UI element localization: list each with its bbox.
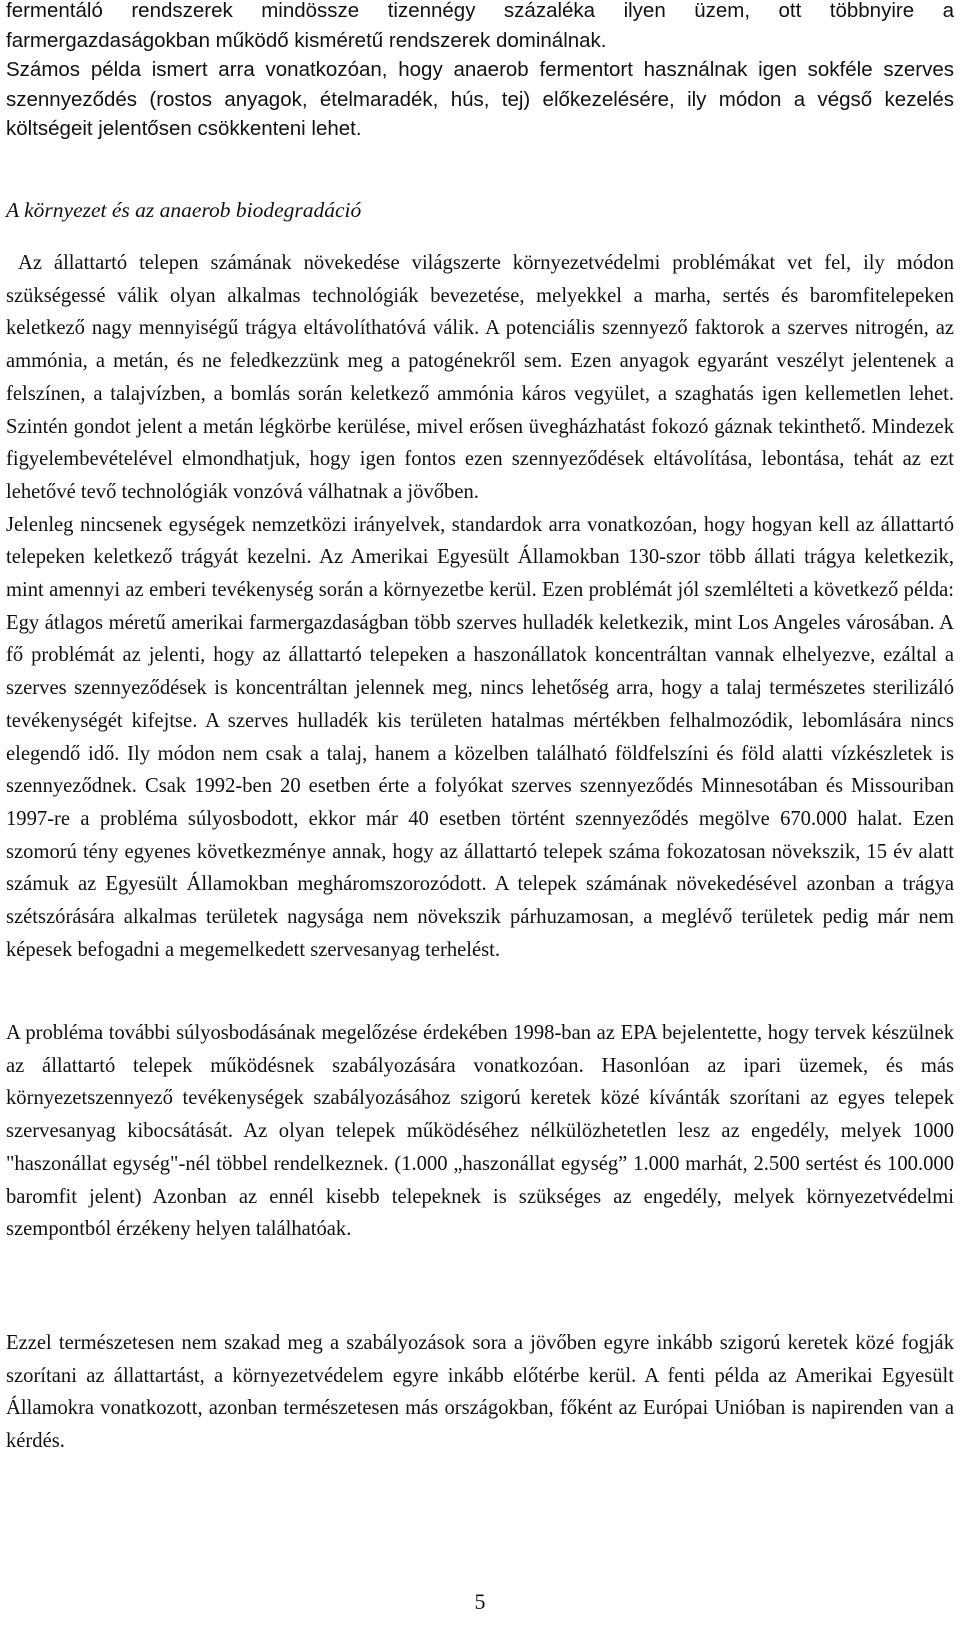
- section-paragraph-1b: Jelenleg nincsenek egységek nemzetközi irányelvek, standardok arra vonatkozóan, hogy hogyan kell az állattartó telepeken keletkező trágyát kezelni. Az Amerikai Egyesült Államokban 130-szor több állati trágya keletkezik, mint amennyi az emberi tevékenység során a környezetbe kerül. Ezen problémát jól szemlélteti a következő példa: Egy átlagos méretű amerikai farmergazdaságban több szerves hulladék keletkezik, mint Los Angeles városában. A fő problémát az jelenti, hogy az állattartó telepeken a haszonállatok koncentráltan vannak elhelyezve, ezáltal a szerves szennyeződések is koncentráltan jelennek meg, nincs lehetőség arra, hogy a talaj természetes sterilizáló tevékenységét kifejtse. A szerves hulladék kis területen hatalmas mértékben felhalmozódik, lebomlására nincs elegendő idő. Ily módon nem csak a talaj, hanem a közelben található földfelszíni és föld alatti vízkészletek is szennyeződnek. Csak 1992-ben 20 esetben érte a folyókat szerves szennyeződés Minnesotában és Missouriban 1997-re a probléma súlyosbodott, ekkor már 40 esetben történt szennyeződés megölve 670.000 halat. Ezen szomorú tény egyenes következménye annak, hogy az állattartó telepek száma fokozatosan növekszik, 15 év alatt számuk az Egyesült Államokban megháromszorozódott. A telepek számának növekedésével azonban a trágya szétszórására alkalmas területek nagysága nem növekszik párhuzamosan, a meglévő területek pedig már nem képesek befogadni a megemelkedett szervesanyag terhelést.: [6, 513, 954, 961]
- section-heading: A környezet és az anaerob biodegradáció: [6, 198, 362, 222]
- intro-paragraph-1: fermentáló rendszerek mindössze tizennégy százaléka ilyen üzem, ott többnyire a farmergazdaságokban működő kisméretű rendszerek dominálnak.: [6, 0, 954, 52]
- section-paragraph-1-block: [6, 247, 960, 966]
- section-paragraph-3: Ezzel természetesen nem szakad meg a szabályozások sora a jövőben egyre inkább szigorú keretek közé fogják szorítani az állattartást, a környezetvédelem egyre inkább előtérbe kerül. A fenti példa az Amerikai Egyesült Államokra vonatkozott, azonban természetesen más országokban, főként az Európai Unióban is napirenden van a kérdés.: [6, 1332, 954, 1453]
- section-paragraph-2: A probléma további súlyosbodásának megelőzése érdekében 1998-ban az EPA bejelentette, hogy tervek készülnek az állattartó telepek működésnek szabályozására vonatkozóan. Hasonlóan az ipari üzemek, és más környezetszennyező tevékenységek szabályozásához szigorú keretek közé kívánták szorítani az egyes telepek szervesanyag kibocsátását. Az olyan telepek működéséhez nélkülözhetetlen lesz az engedély, melyek 1000 "haszonállat egység"-nél többel rendelkeznek. (1.000 „haszonállat egység” 1.000 marhát, 2.500 sertést és 100.000 baromfit jelent) Azonban az ennél kisebb telepeknek is szükséges az engedély, melyek környezetvédelmi szempontból érzékeny helyen találhatóak.: [6, 1022, 954, 1241]
- intro-text-block: [6, 0, 954, 144]
- page-number: 5: [474, 1589, 486, 1614]
- section-paragraph-1: Az állattartó telepen számának növekedése világszerte környezetvédelmi problémákat vet fel, ily módon szükségessé válik olyan alkalmas technológiák bevezetése, melyekkel a marha, sertés és baromfitelepeken keletkező nagy mennyiségű trágya eltávolíthatóvá válik. A potenciális szennyező faktorok a szerves nitrogén, az ammónia, a metán, és ne feledkezzünk meg a patogénekről sem. Ezen anyagok egyaránt veszélyt jelentenek a felszínen, a talajvízben, a bomlás során keletkező ammónia káros vegyület, a szaghatás igen kellemetlen lehet. Szintén gondot jelent a metán légkörbe kerülése, mivel erősen üvegházhatást fokozó gáznak tekinthető. Mindezek figyelembevételével elmondhatjuk, hogy igen fontos ezen szennyeződések eltávolítása, lebontása, tehát az ezt lehetővé tevő technológiák vonzóvá válhatnak a jövőben.: [6, 252, 960, 503]
- intro-paragraph-2: Számos példa ismert arra vonatkozóan, hogy anaerob fermentort használnak igen sokféle szerves szennyeződés (rostos anyagok, ételmaradék, hús, tej) előkezelésére, ily módon a végső kezelés költségeit jelentősen csökkenteni lehet.: [6, 58, 954, 141]
